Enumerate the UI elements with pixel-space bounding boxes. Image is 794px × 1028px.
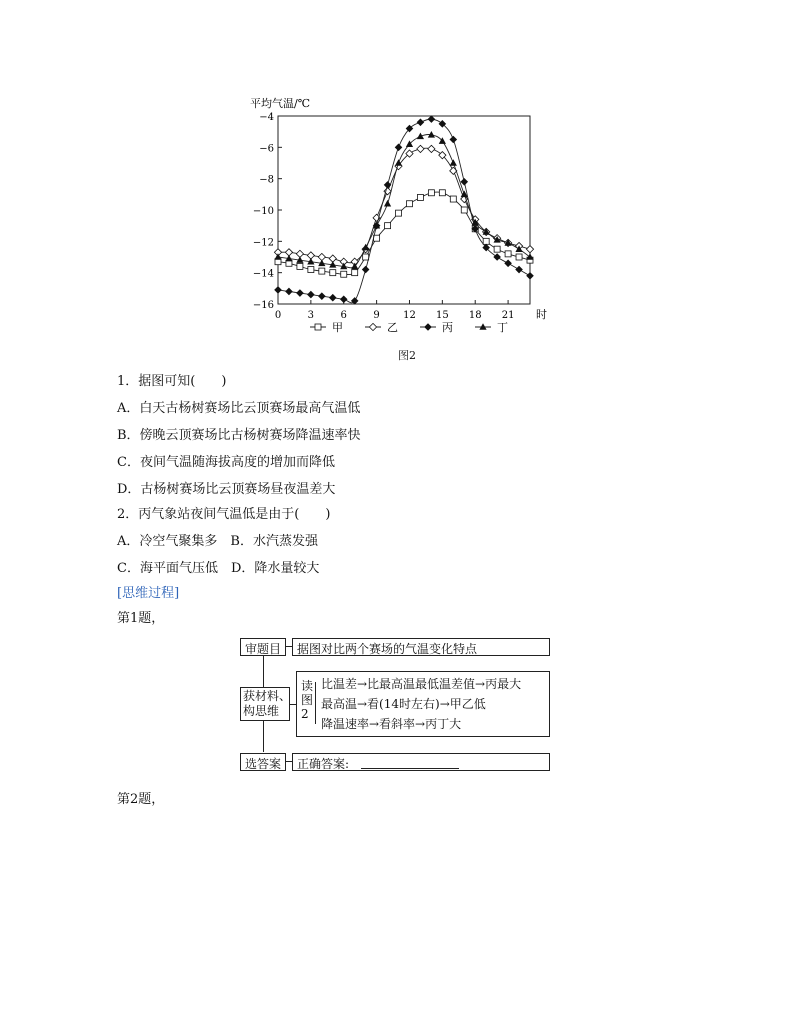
point-marker-square (363, 254, 369, 260)
option-1b: B．傍晚云顶赛场比古杨树赛场降温速率快 (117, 428, 361, 443)
point-marker-filled-diamond (285, 288, 293, 296)
point-marker-filled-diamond (329, 294, 337, 302)
material-thinking-label: 获材料、 构思维 (243, 689, 292, 718)
y-tick-label: −12 (252, 237, 274, 249)
point-marker-open-diamond (417, 145, 424, 152)
question-2: 2．丙气象站夜间气温低是由于( ) (117, 507, 331, 522)
point-marker-triangle (362, 244, 369, 251)
read-figure-box (296, 671, 550, 737)
answer-box (292, 753, 550, 771)
option-1d: D．古杨树赛场比云顶赛场昼夜温差大 (117, 482, 336, 497)
x-tick-label: 3 (307, 310, 315, 321)
point-marker-square (319, 268, 325, 274)
point-marker-square (494, 246, 500, 252)
point-marker-triangle (450, 159, 457, 166)
read-figure-label: 读图2 (301, 679, 314, 721)
reading-line-1: 比温差→比最高温最低温差值→丙最大 (321, 677, 522, 691)
review-question-label: 审题目 (245, 642, 282, 656)
point-marker-square (385, 223, 391, 229)
choose-answer-box (240, 753, 286, 771)
point-marker-square (315, 324, 321, 330)
point-marker-square (417, 194, 423, 200)
point-marker-square (505, 251, 511, 257)
point-marker-square (352, 270, 358, 276)
legend-label: 丙 (442, 321, 453, 334)
question-1: 1．据图可知( ) (117, 374, 227, 389)
answer-label: 正确答案: (297, 757, 350, 771)
y-tick-label: −16 (252, 300, 274, 311)
legend-label: 甲 (332, 321, 343, 334)
x-tick-label: 6 (340, 310, 347, 321)
point-marker-filled-diamond (515, 266, 523, 274)
point-marker-square (308, 267, 314, 273)
choose-answer-label: 选答案 (245, 757, 282, 771)
reading-line-2: 最高温→看(14时左右)→甲乙低 (321, 697, 486, 711)
x-tick-label: 21 (501, 310, 515, 321)
options-2ab: A．冷空气聚集多 B．水汽蒸发强 (117, 534, 318, 549)
point-marker-filled-diamond (450, 136, 458, 144)
point-marker-filled-diamond (384, 181, 392, 189)
point-marker-square (374, 235, 380, 241)
legend-label: 丁 (497, 321, 508, 334)
review-question-box (240, 638, 286, 656)
y-tick-label: −8 (259, 174, 274, 186)
point-marker-filled-diamond (318, 292, 326, 300)
point-marker-square (483, 238, 489, 244)
option-1c: C．夜间气温随海拔高度的增加而降低 (117, 455, 335, 470)
plot-frame (278, 116, 530, 304)
point-marker-filled-diamond (362, 266, 370, 274)
point-marker-square (439, 190, 445, 196)
point-marker-square (450, 196, 456, 202)
figure-caption: 图2 (398, 349, 416, 362)
point-marker-filled-diamond (493, 253, 501, 261)
point-marker-triangle (526, 253, 533, 260)
x-tick-label: 15 (435, 310, 449, 321)
point-marker-filled-diamond (274, 286, 282, 294)
y-tick-label: −6 (259, 143, 274, 155)
point-marker-triangle (384, 200, 391, 207)
point-marker-filled-diamond (424, 323, 432, 331)
point-marker-filled-diamond (526, 272, 534, 280)
point-marker-square (330, 270, 336, 276)
x-tick-label: 12 (403, 310, 416, 321)
step-2-label: 第2题， (117, 792, 165, 807)
legend-label: 乙 (387, 321, 398, 334)
point-marker-triangle (274, 253, 281, 260)
y-tick-label: −4 (259, 112, 274, 123)
point-marker-filled-diamond (460, 178, 468, 186)
reading-line-3: 降温速率→看斜率→丙丁大 (321, 717, 462, 731)
x-tick-label: 18 (468, 310, 482, 321)
option-1a: A．白天古杨树赛场比云顶赛场最高气温低 (117, 401, 361, 416)
thinking-flowchart (236, 635, 556, 780)
point-marker-filled-diamond (296, 289, 304, 297)
point-marker-square (396, 210, 402, 216)
point-marker-filled-diamond (340, 296, 348, 304)
point-marker-filled-diamond (307, 291, 315, 299)
point-marker-square (406, 201, 412, 207)
x-tick-label: 9 (373, 310, 380, 321)
step-1-label: 第1题， (117, 611, 165, 626)
review-result-text: 据图对比两个赛场的气温变化特点 (297, 642, 478, 656)
point-marker-open-diamond (369, 323, 376, 330)
point-marker-square (297, 263, 303, 269)
y-axis-title: 平均气温/℃ (250, 97, 311, 110)
options-2cd: C．海平面气压低 D．降水量较大 (117, 561, 320, 576)
x-axis-unit: 时 (536, 308, 547, 321)
x-tick-label: 0 (274, 310, 282, 321)
thinking-process-heading: [思维过程] (117, 586, 180, 601)
point-marker-filled-diamond (417, 118, 425, 126)
material-thinking-box (240, 687, 290, 721)
y-tick-label: −10 (252, 206, 274, 217)
point-marker-filled-diamond (395, 144, 403, 152)
bracket (315, 682, 316, 724)
series-line-3 (278, 119, 530, 303)
point-marker-square (428, 190, 434, 196)
point-marker-square (461, 207, 467, 213)
point-marker-filled-diamond (504, 259, 512, 267)
point-marker-open-diamond (526, 246, 533, 253)
review-result-box (292, 638, 550, 656)
temperature-line-chart (238, 94, 548, 342)
answer-blank[interactable] (361, 768, 459, 769)
series-line-4 (278, 134, 530, 267)
point-marker-open-diamond (428, 145, 435, 152)
y-tick-label: −14 (252, 268, 274, 280)
point-marker-square (516, 254, 522, 260)
point-marker-square (341, 271, 347, 277)
